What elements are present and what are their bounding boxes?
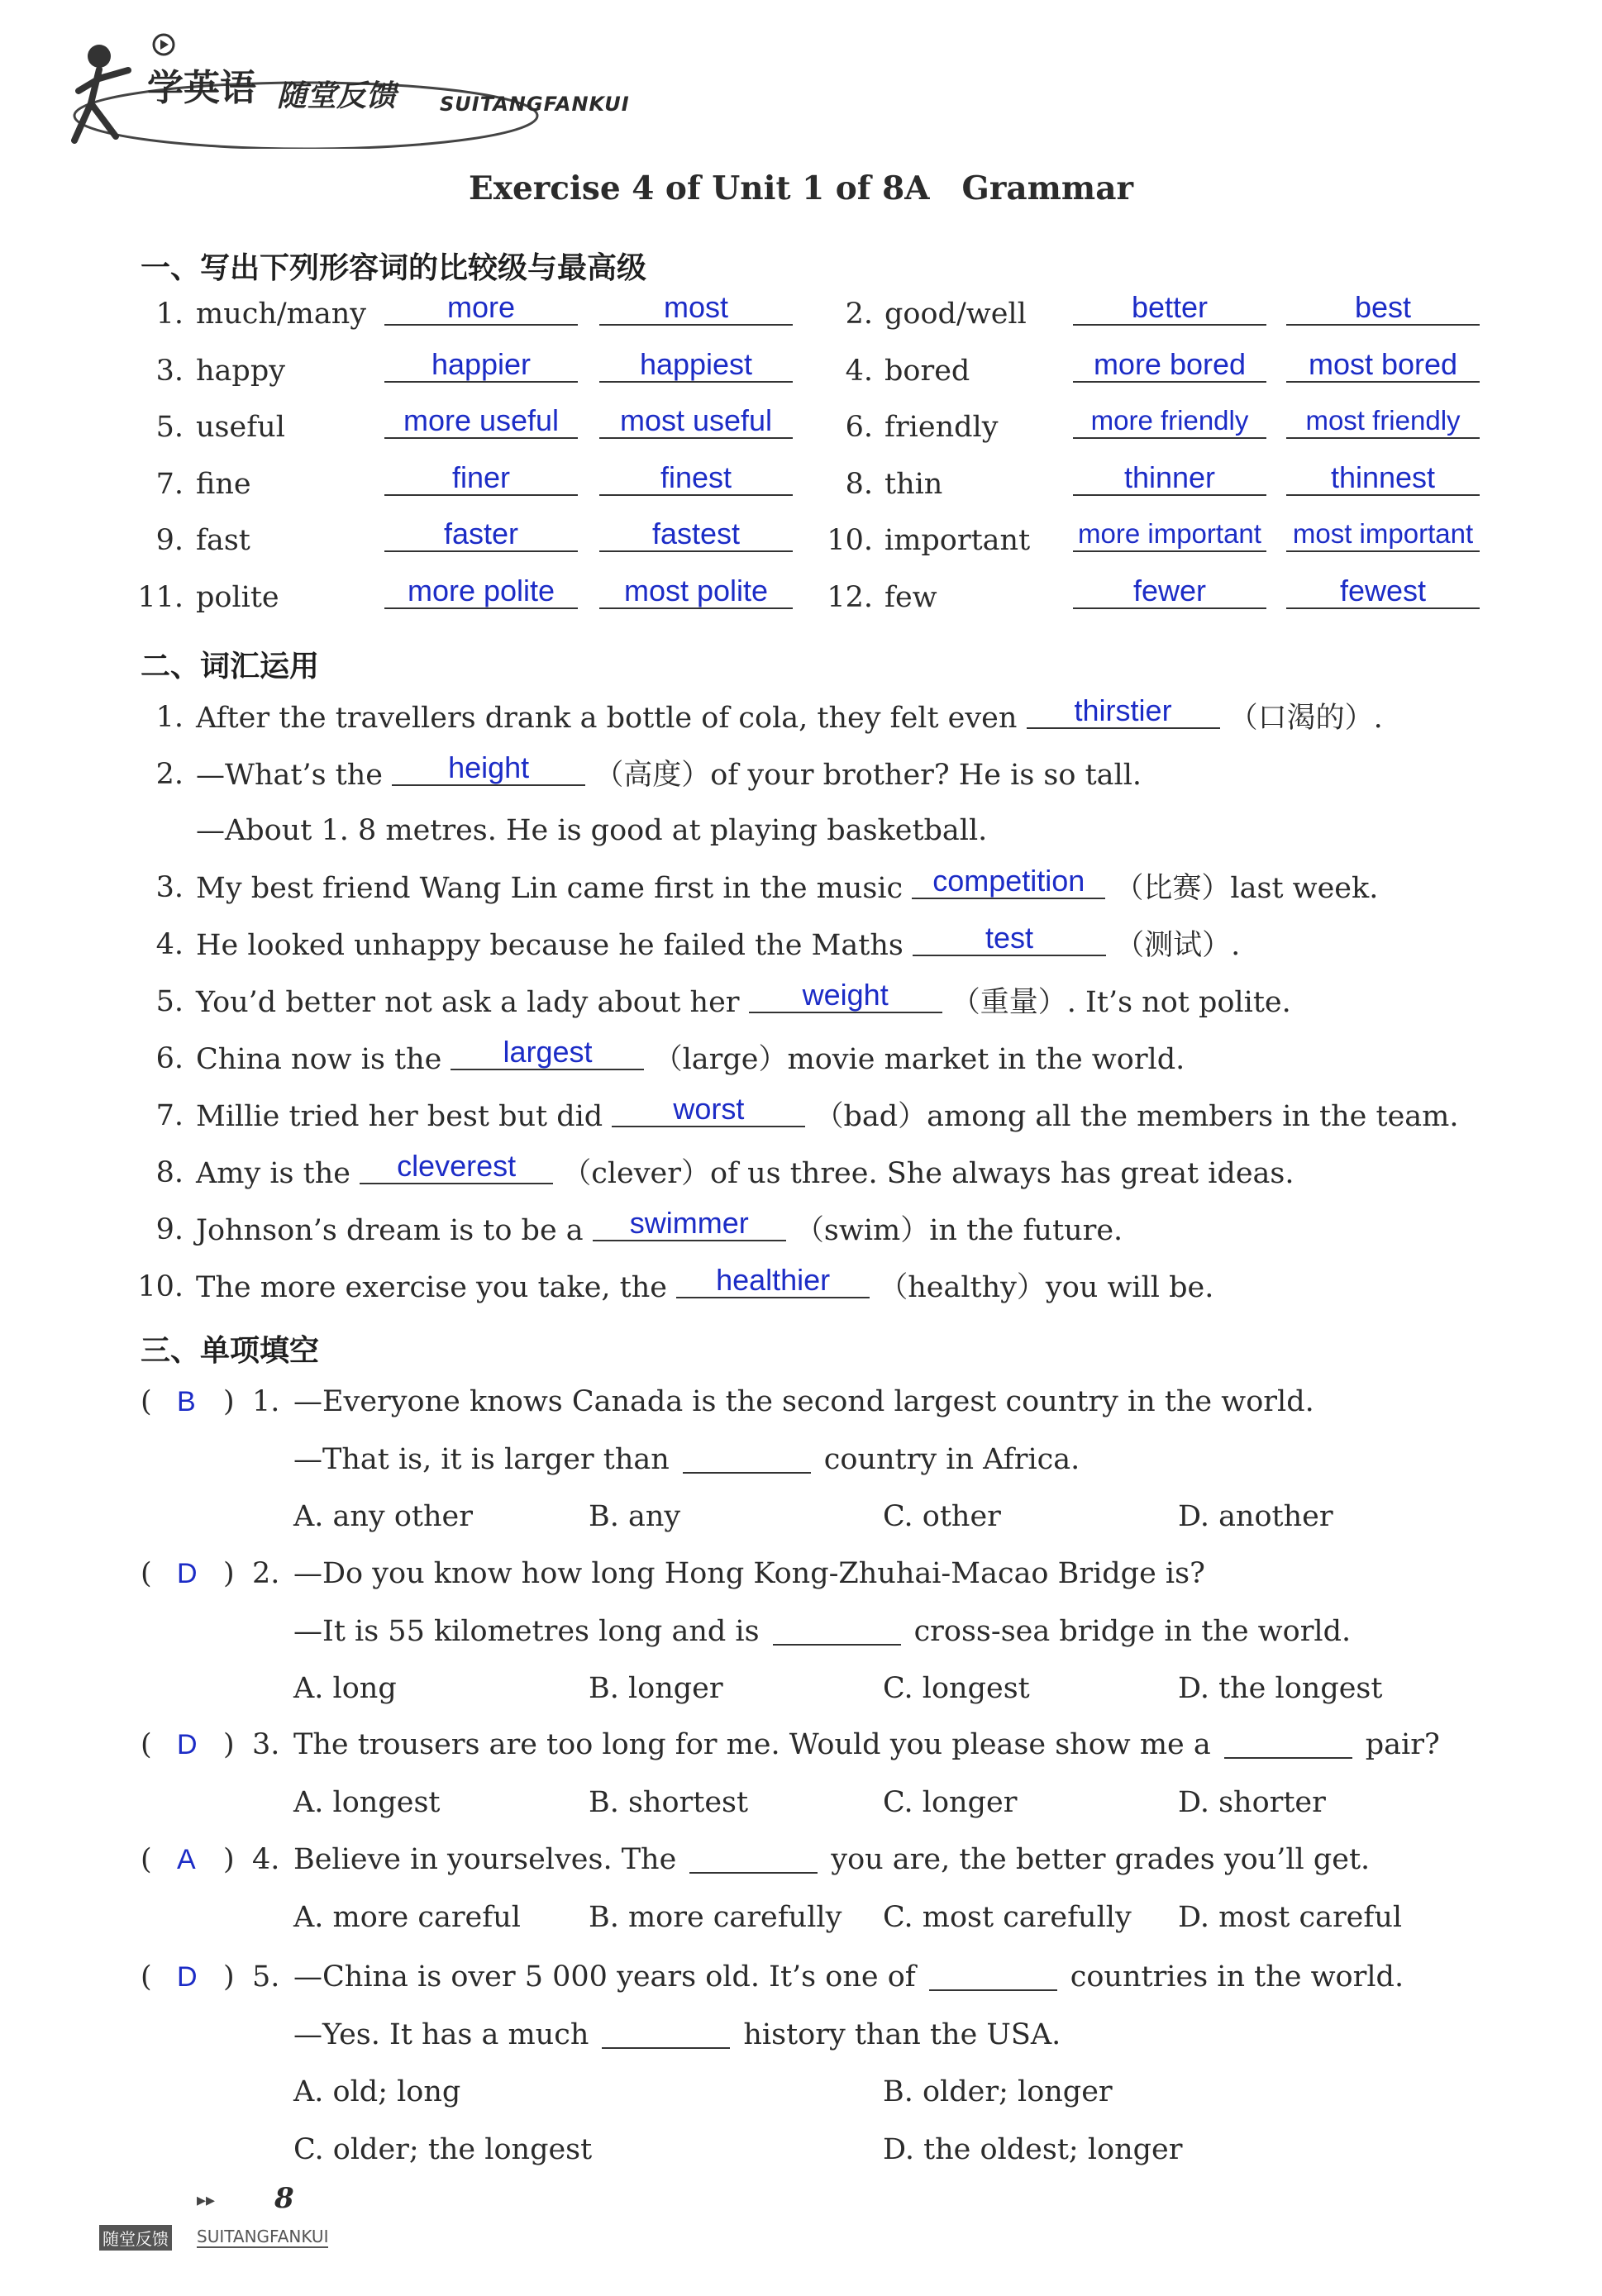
answer-blank: worst (612, 1093, 805, 1127)
adjective-word: bored (884, 354, 970, 388)
sentence-line (196, 921, 1241, 963)
option-text: B. older; longer (883, 2075, 1113, 2108)
answer-blank: cleverest (360, 1150, 553, 1184)
option-text: B. more carefully (589, 1900, 842, 1934)
question-blank (1224, 1732, 1352, 1759)
choice-answer: D (177, 1729, 198, 1760)
page-number: 8 (274, 2182, 294, 2215)
comparative-answer: thinner (1073, 461, 1266, 496)
question-text: pair? (1365, 1728, 1440, 1761)
choice-answer: D (177, 1558, 198, 1589)
logo-text-cn: 学英语 (147, 67, 256, 109)
sentence-text: China now is the (196, 1043, 451, 1076)
option-text: C. longer (883, 1785, 1018, 1819)
item-number: 3. (155, 354, 184, 388)
item-number: 6. (155, 1042, 184, 1075)
logo-text-script: 随堂反馈 (277, 79, 397, 113)
question-number: 4. (252, 1843, 280, 1876)
sentence-text: —About 1. 8 metres. He is good at playing basketball. (196, 814, 988, 847)
comparative-answer: finer (384, 461, 578, 496)
sentence-line (196, 750, 1142, 793)
answer-blank: test (913, 922, 1106, 956)
sentence-line (196, 864, 1379, 906)
sentence-text: My best friend Wang Lin came first in the music (196, 872, 913, 905)
comparative-answer: more polite (384, 574, 578, 609)
comparative-answer: better (1073, 291, 1266, 326)
option-text: C. other (883, 1500, 1001, 1533)
footer-tag-cn: 随堂反馈 (99, 2225, 172, 2251)
comparative-answer: more bored (1073, 348, 1266, 383)
question-text: Believe in yourselves. The (293, 1843, 677, 1876)
item-number: 5. (155, 985, 184, 1018)
question-blank (683, 1447, 811, 1474)
superlative-answer: most important (1286, 517, 1480, 552)
item-number: 10. (827, 524, 873, 557)
option-text: A. long (293, 1672, 397, 1705)
sentence-text: （测试）. (1105, 929, 1241, 962)
question-line (293, 1385, 1314, 1418)
choice-answer: D (177, 1961, 198, 1993)
question-text: you are, the better grades you’ll get. (831, 1843, 1371, 1876)
question-line (293, 1615, 1351, 1648)
question-blank (929, 1965, 1057, 1991)
sentence-line (196, 814, 987, 847)
paren-left: ( (141, 1843, 152, 1876)
superlative-answer: fewest (1286, 574, 1480, 609)
sentence-line (196, 1035, 1185, 1077)
question-number: 2. (252, 1557, 280, 1590)
paren-left: ( (141, 1960, 152, 1994)
superlative-answer: most bored (1286, 348, 1480, 383)
sentence-text: —What’s the (196, 759, 393, 792)
adjective-word: useful (196, 411, 285, 444)
comparative-answer: more important (1073, 517, 1266, 552)
superlative-answer: finest (599, 461, 793, 496)
answer-blank: swimmer (593, 1207, 786, 1241)
sentence-text: Millie tried her best but did (196, 1100, 613, 1133)
arrow-icon: ▸▸ (197, 2190, 216, 2211)
section1-heading: 一、写出下列形容词的比较级与最高级 (141, 251, 647, 285)
sentence-text: The more exercise you take, the (196, 1271, 677, 1304)
question-line (293, 1728, 1440, 1761)
sentence-line (196, 1206, 1123, 1248)
sentence-text: Amy is the (196, 1157, 360, 1190)
item-number: 2. (155, 758, 184, 791)
question-text: The trousers are too long for me. Would you please show me a (293, 1728, 1211, 1761)
adjective-word: good/well (884, 298, 1027, 331)
adjective-word: much/many (196, 298, 367, 331)
adjective-word: happy (196, 354, 285, 388)
question-text: —Everyone knows Canada is the second largest country in the world. (293, 1385, 1314, 1418)
adjective-word: few (884, 580, 937, 614)
sentence-text: （clever）of us three. She always has great ideas. (553, 1157, 1294, 1190)
item-number: 1. (155, 701, 184, 734)
superlative-answer: happiest (599, 348, 793, 383)
page-title: Exercise 4 of Unit 1 of 8A Grammar (468, 169, 1134, 207)
option-text: A. old; long (293, 2075, 461, 2108)
comparative-answer: more (384, 291, 578, 326)
question-text: —It is 55 kilometres long and is (293, 1614, 760, 1648)
option-text: D. the longest (1178, 1672, 1383, 1705)
sentence-line (196, 1149, 1294, 1191)
item-number: 2. (845, 298, 873, 331)
option-text: A. any other (293, 1500, 473, 1533)
question-line (293, 2018, 1061, 2051)
sentence-text: （高度）of your brother? He is so tall. (585, 759, 1142, 792)
item-number: 4. (845, 354, 873, 388)
choice-answer: B (177, 1386, 196, 1417)
option-text: C. most carefully (883, 1900, 1132, 1934)
item-number: 1. (155, 298, 184, 331)
item-number: 7. (155, 467, 184, 501)
item-number: 8. (845, 467, 873, 501)
superlative-answer: thinnest (1286, 461, 1480, 496)
question-text: country in Africa. (823, 1442, 1080, 1476)
item-number: 5. (155, 411, 184, 444)
adjective-word: fast (196, 524, 250, 557)
sentence-text: （口渴的）. (1219, 702, 1383, 735)
option-text: A. more careful (293, 1900, 521, 1934)
sentence-text: （比赛）last week. (1105, 872, 1379, 905)
paren-right: ) (223, 1728, 235, 1761)
sentence-text: Johnson’s dream is to be a (196, 1214, 593, 1247)
question-text: history than the USA. (743, 2017, 1061, 2051)
superlative-answer: most friendly (1286, 404, 1480, 439)
question-line (293, 1557, 1205, 1590)
question-text: —Yes. It has a much (293, 2017, 589, 2051)
question-number: 1. (252, 1385, 280, 1418)
option-text: B. shortest (589, 1785, 749, 1819)
answer-blank: largest (451, 1036, 644, 1070)
sentence-line (196, 978, 1291, 1020)
option-text: D. shorter (1178, 1785, 1326, 1819)
comparative-answer: faster (384, 517, 578, 552)
sentence-text: （swim）in the future. (785, 1214, 1123, 1247)
question-blank (689, 1847, 818, 1874)
option-text: D. another (1178, 1500, 1333, 1533)
option-text: C. longest (883, 1672, 1030, 1705)
comparative-answer: fewer (1073, 574, 1266, 609)
item-number: 9. (155, 1213, 184, 1246)
paren-left: ( (141, 1728, 152, 1761)
superlative-answer: most polite (599, 574, 793, 609)
section2-heading: 二、词汇运用 (141, 650, 320, 684)
question-number: 3. (252, 1728, 280, 1761)
item-number: 12. (827, 580, 873, 614)
option-text: B. any (589, 1500, 681, 1533)
question-line (293, 1960, 1404, 1994)
superlative-answer: best (1286, 291, 1480, 326)
item-number: 11. (137, 580, 184, 614)
logo-text-en: SUITANGFANKUI (440, 93, 630, 116)
adjective-word: fine (196, 467, 251, 501)
comparative-answer: more friendly (1073, 404, 1266, 439)
adjective-word: friendly (884, 411, 999, 444)
item-number: 8. (155, 1156, 184, 1189)
sentence-text: After the travellers drank a bottle of cola, they felt even (196, 702, 1027, 735)
item-number: 10. (137, 1270, 184, 1303)
adjective-word: thin (884, 467, 943, 501)
answer-blank: healthier (676, 1264, 870, 1298)
sentence-text: （large）movie market in the world. (644, 1043, 1185, 1076)
question-line (293, 1843, 1370, 1876)
item-number: 6. (845, 411, 873, 444)
footer-tag-en: SUITANGFANKUI (197, 2227, 329, 2246)
answer-blank: weight (749, 979, 942, 1013)
question-text: —That is, it is larger than (293, 1442, 670, 1476)
question-blank (773, 1619, 901, 1646)
item-number: 4. (155, 928, 184, 961)
section3-heading: 三、单项填空 (141, 1334, 320, 1368)
question-text: —China is over 5 000 years old. It’s one of (293, 1960, 916, 1994)
sentence-line (196, 1263, 1214, 1305)
paren-right: ) (223, 1960, 235, 1994)
item-number: 3. (155, 871, 184, 904)
option-text: D. the oldest; longer (883, 2132, 1183, 2166)
comparative-answer: happier (384, 348, 578, 383)
paren-left: ( (141, 1385, 152, 1418)
question-number: 5. (252, 1960, 280, 1994)
paren-right: ) (223, 1843, 235, 1876)
sentence-text: （healthy）you will be. (870, 1271, 1214, 1304)
option-text: C. older; the longest (293, 2132, 593, 2166)
sentence-text: （重量）. It’s not polite. (942, 986, 1291, 1019)
sentence-line (196, 693, 1383, 736)
option-text: A. longest (293, 1785, 441, 1819)
question-text: —Do you know how long Hong Kong-Zhuhai-Macao Bridge is? (293, 1557, 1205, 1590)
comparative-answer: more useful (384, 404, 578, 439)
item-number: 9. (155, 524, 184, 557)
paren-right: ) (223, 1385, 235, 1418)
question-line (293, 1443, 1080, 1476)
question-text: cross-sea bridge in the world. (913, 1614, 1352, 1648)
adjective-word: important (884, 524, 1031, 557)
question-text: countries in the world. (1070, 1960, 1404, 1994)
item-number: 7. (155, 1099, 184, 1132)
option-text: D. most careful (1178, 1900, 1403, 1934)
paren-right: ) (223, 1557, 235, 1590)
answer-blank: height (392, 751, 585, 786)
sentence-line (196, 1092, 1459, 1134)
superlative-answer: most (599, 291, 793, 326)
option-text: B. longer (589, 1672, 723, 1705)
choice-answer: A (177, 1844, 196, 1875)
question-blank (602, 2022, 730, 2049)
adjective-word: polite (196, 580, 279, 614)
superlative-answer: fastest (599, 517, 793, 552)
paren-left: ( (141, 1557, 152, 1590)
superlative-answer: most useful (599, 404, 793, 439)
answer-blank: thirstier (1027, 694, 1220, 729)
sentence-text: He looked unhappy because he failed the Maths (196, 929, 913, 962)
sentence-text: （bad）among all the members in the team. (805, 1100, 1459, 1133)
sentence-text: You’d better not ask a lady about her (196, 986, 749, 1019)
answer-blank: competition (912, 865, 1105, 899)
